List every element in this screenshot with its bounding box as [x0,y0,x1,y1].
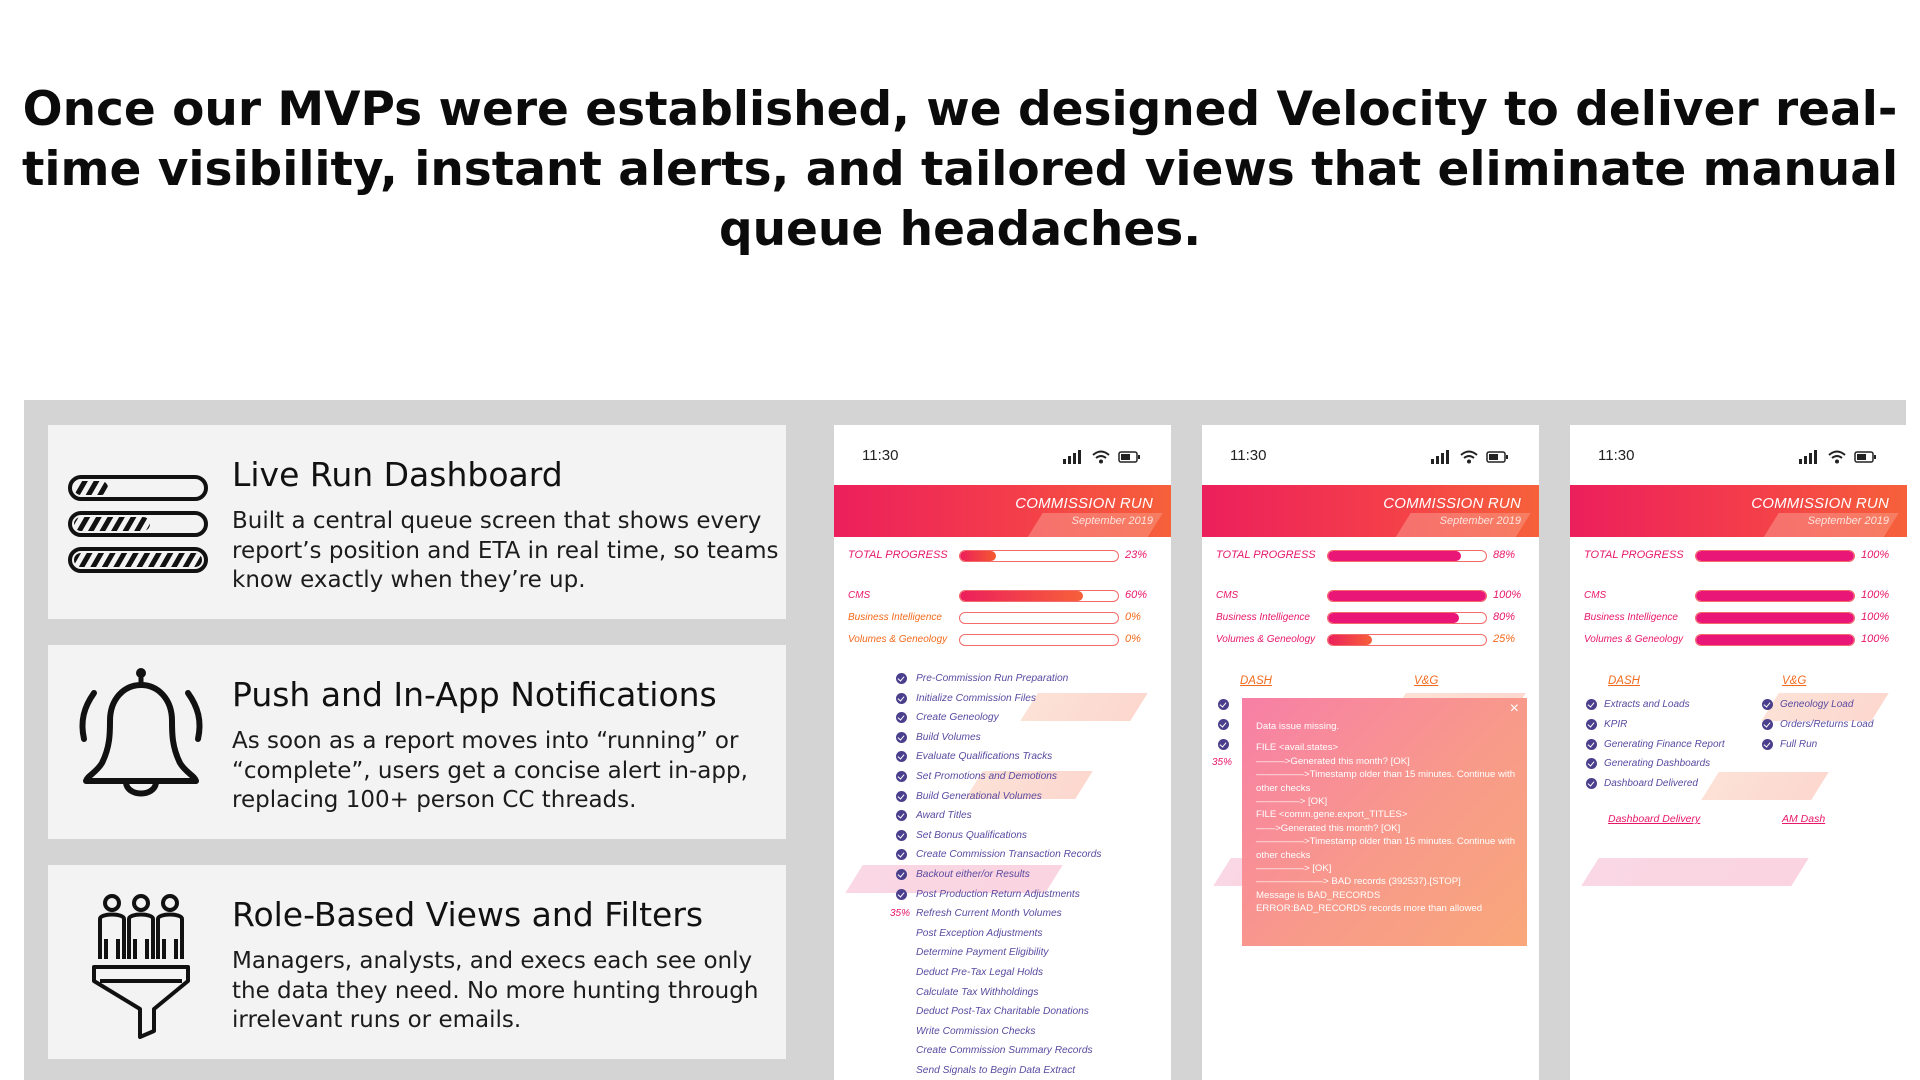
progress-value: 100% [1861,633,1890,645]
progress-fill [1696,635,1854,645]
progress-label: TOTAL PROGRESS [848,549,948,561]
step-item [894,827,1164,847]
check-icon [1218,739,1229,750]
progress-fill [1328,551,1461,561]
feature-title: Push and In-App Notifications [232,675,717,714]
total-progress-row [1570,547,1907,565]
alert-line [1256,733,1521,741]
alert-line: FILE <comm.gene.export_TITLES> [1256,809,1408,821]
step-item [894,1003,1164,1023]
total-progress-row [834,547,1171,565]
step-item [890,905,1164,925]
step-label: Post Exception Adjustments [916,927,1043,939]
step-label: Create Geneology [916,712,999,724]
step-item [894,768,1164,788]
step-item [894,807,1164,827]
feature-card-live-run [48,425,786,619]
step-item [894,748,1164,768]
progress-fill [1696,591,1854,601]
check-icon [896,889,907,900]
banner-date: September 2019 [1071,515,1153,527]
step-label: Extracts and Loads [1604,699,1690,710]
check-icon [1586,699,1597,710]
progress-track [1695,612,1855,624]
step-label: Send Signals to Begin Data Extract [916,1064,1076,1076]
check-icon [1586,739,1597,750]
step-label: Orders/Returns Load [1780,718,1874,730]
check-icon [1762,699,1773,710]
progress-track [959,634,1119,646]
column-heading-dash: DASH [1608,675,1640,687]
step-label: Create Commission Summary Records [916,1045,1093,1057]
alert-line: ————–> [OK] [1256,796,1328,808]
progress-label: TOTAL PROGRESS [1216,549,1316,561]
clock: 11:30 [862,447,899,464]
progress-row-cms [1202,587,1539,605]
am-dash-link[interactable]: AM Dash [1782,813,1826,825]
alert-line: —————> [OK] [1256,863,1332,875]
progress-value: 88% [1493,549,1516,561]
progress-value: 60% [1125,589,1148,601]
total-progress-row [1202,547,1539,565]
status-bar [834,425,1171,485]
check-icon [1762,739,1773,750]
check-icon [896,771,907,782]
step-label: Build Generational Volumes [916,790,1042,802]
progress-track [959,590,1119,602]
alert-line: FILE <avail.states> [1256,742,1339,754]
status-bar [1202,425,1539,485]
clock: 11:30 [1230,447,1267,464]
progress-bars-icon [66,449,216,599]
step-label: Generating Finance Report [1604,738,1725,750]
progress-fill [960,591,1083,601]
step-label: Award Titles [916,810,972,822]
step-label: Set Bonus Qualifications [916,829,1027,841]
step-label: Dashboard Delivered [1604,778,1698,790]
step-label: Set Promotions and Demotions [916,770,1057,782]
progress-value: 25% [1493,633,1516,645]
step-percent: 35% [1212,757,1233,768]
step-item [894,944,1164,964]
step-label: Geneology Load [1780,699,1854,710]
step-item [894,709,1164,729]
progress-fill [1696,613,1854,623]
dashboard-delivery-link[interactable]: Dashboard Delivery [1608,813,1701,825]
check-icon [1762,719,1773,730]
alert-line: ——>Generated this month? [OK] [1256,822,1401,834]
step-item [894,670,1164,690]
step-label: Build Volumes [916,731,981,743]
feature-description: Managers, analysts, and execs each see only the data they need. No more hunting through irrelevant runs or emails. [232,948,759,1033]
step-label: Deduct Post-Tax Charitable Donations [916,1006,1089,1018]
progress-label: Volumes & Geneology [1584,634,1684,645]
step-item [894,1023,1164,1043]
step-label: Post Production Return Adjustments [916,888,1080,900]
check-icon [896,869,907,880]
progress-fill [1328,635,1372,645]
progress-value: 100% [1493,589,1522,601]
feature-title: Live Run Dashboard [232,455,563,494]
step-item [894,729,1164,749]
phone-mockup-in-progress [834,425,1171,1080]
progress-label: CMS [1584,590,1607,601]
check-icon [896,751,907,762]
progress-track [1327,590,1487,602]
check-icon [896,732,907,743]
step-list [890,670,1164,1080]
progress-row-volumes [1570,631,1907,649]
progress-fill [960,551,996,561]
column-heading-dash: DASH [1240,675,1272,687]
alert-line: —————>Timestamp older than 15 minutes. Continue with other checks [1256,836,1516,861]
progress-label: Business Intelligence [1216,612,1310,623]
progress-value: 0% [1125,611,1141,623]
step-item [894,964,1164,984]
clock: 11:30 [1598,447,1635,464]
column-heading-vg: V&G [1414,675,1439,687]
check-icon [896,693,907,704]
step-label: Create Commission Transaction Records [916,849,1102,861]
step-label: Deduct Pre-Tax Legal Holds [916,966,1044,978]
progress-fill [1696,551,1854,561]
alert-line: —————>Timestamp older than 15 minutes. Continue with other checks [1256,769,1516,794]
check-icon [896,849,907,860]
banner-date: September 2019 [1439,515,1521,527]
check-icon [1586,758,1597,769]
progress-row-bi [834,609,1171,627]
step-label: Generating Dashboards [1604,758,1711,770]
close-icon[interactable]: × [1509,700,1519,717]
step-item [894,1042,1164,1062]
progress-track [1327,612,1487,624]
step-item [894,846,1164,866]
check-icon [896,810,907,821]
alert-message [1256,720,1521,916]
phone-mockup-alert [1202,425,1539,1080]
status-icons [1431,449,1509,465]
people-filter-icon [66,889,216,1039]
progress-label: CMS [848,590,871,601]
check-icon [896,830,907,841]
column-heading-vg: V&G [1782,675,1807,687]
progress-label: CMS [1216,590,1239,601]
alert-line: ———>Generated this month? [OK] [1256,755,1410,767]
commission-run-banner [1202,485,1539,537]
step-label: Calculate Tax Withholdings [916,986,1039,998]
banner-title: COMMISSION RUN [1015,495,1153,512]
step-item [894,886,1164,906]
progress-value: 100% [1861,611,1890,623]
progress-track [959,612,1119,624]
step-label: Full Run [1780,738,1818,750]
progress-label: Volumes & Geneology [1216,634,1316,645]
feature-card-notifications [48,645,786,839]
progress-row-bi [1570,609,1907,627]
alert-line: ———————> BAD records (392537).[STOP] [1256,876,1461,888]
progress-row-volumes [834,631,1171,649]
progress-track [959,550,1119,562]
progress-track [1695,550,1855,562]
phone-mockup-complete [1570,425,1907,1080]
progress-track [1327,550,1487,562]
progress-track [1695,590,1855,602]
progress-fill [1328,613,1459,623]
feature-title: Role-Based Views and Filters [232,895,704,934]
step-item [894,984,1164,1004]
progress-label: Business Intelligence [1584,612,1678,623]
progress-value: 80% [1493,611,1516,623]
check-icon [1586,778,1597,789]
commission-run-banner [1570,485,1907,537]
step-item [894,866,1164,886]
banner-date: September 2019 [1807,515,1889,527]
step-label: Pre-Commission Run Preparation [916,673,1069,684]
step-percent: 35% [890,908,911,920]
data-issue-alert [1242,698,1527,946]
progress-row-cms [834,587,1171,605]
progress-label: Business Intelligence [848,612,942,623]
step-label: Evaluate Qualifications Tracks [916,751,1053,763]
status-icons [1063,449,1141,465]
progress-fill [1328,591,1486,601]
banner-title: COMMISSION RUN [1383,495,1521,512]
step-item [894,1062,1164,1080]
step-label: Refresh Current Month Volumes [916,908,1062,920]
feature-description: As soon as a report moves into “running” or “complete”, users get a concise alert in-app, replacing 100+ person CC threads. [232,728,748,813]
check-icon [896,673,907,684]
progress-track [1695,634,1855,646]
step-label: Backout either/or Results [916,868,1030,880]
bell-icon [66,663,216,813]
step-item [894,925,1164,945]
step-item [894,690,1164,710]
progress-value: 23% [1125,549,1148,561]
progress-value: 100% [1861,549,1890,561]
alert-line: ERROR:BAD_RECORDS records more than allowed [1256,903,1483,915]
step-label: Write Commission Checks [916,1025,1036,1037]
headline: Once our MVPs were established, we designed Velocity to deliver real-time visibility, instant alerts, and tailored views that eliminate manual queue headaches. [21,82,1899,257]
progress-value: 100% [1861,589,1890,601]
feature-description: Built a central queue screen that shows every report’s position and ETA in real time, so teams know exactly when they’re up. [232,508,779,593]
status-icons [1799,449,1877,465]
progress-label: TOTAL PROGRESS [1584,549,1684,561]
step-label: Initialize Commission Files [916,692,1037,704]
progress-row-volumes [1202,631,1539,649]
step-label: KPIR [1604,718,1628,730]
banner-title: COMMISSION RUN [1751,495,1889,512]
progress-label: Volumes & Geneology [848,634,948,645]
commission-run-banner [834,485,1171,537]
progress-row-bi [1202,609,1539,627]
progress-value: 0% [1125,633,1141,645]
alert-line: Data issue missing. [1256,721,1340,732]
check-icon [896,712,907,723]
step-label: Determine Payment Eligibility [916,947,1049,959]
check-icon [1218,719,1229,730]
step-item [894,788,1164,808]
progress-track [1327,634,1487,646]
check-icon [1218,699,1229,710]
feature-card-role-views [48,865,786,1059]
status-bar [1570,425,1907,485]
check-icon [896,791,907,802]
progress-row-cms [1570,587,1907,605]
check-icon [1586,719,1597,730]
alert-line: Message is BAD_RECORDS [1256,889,1381,901]
